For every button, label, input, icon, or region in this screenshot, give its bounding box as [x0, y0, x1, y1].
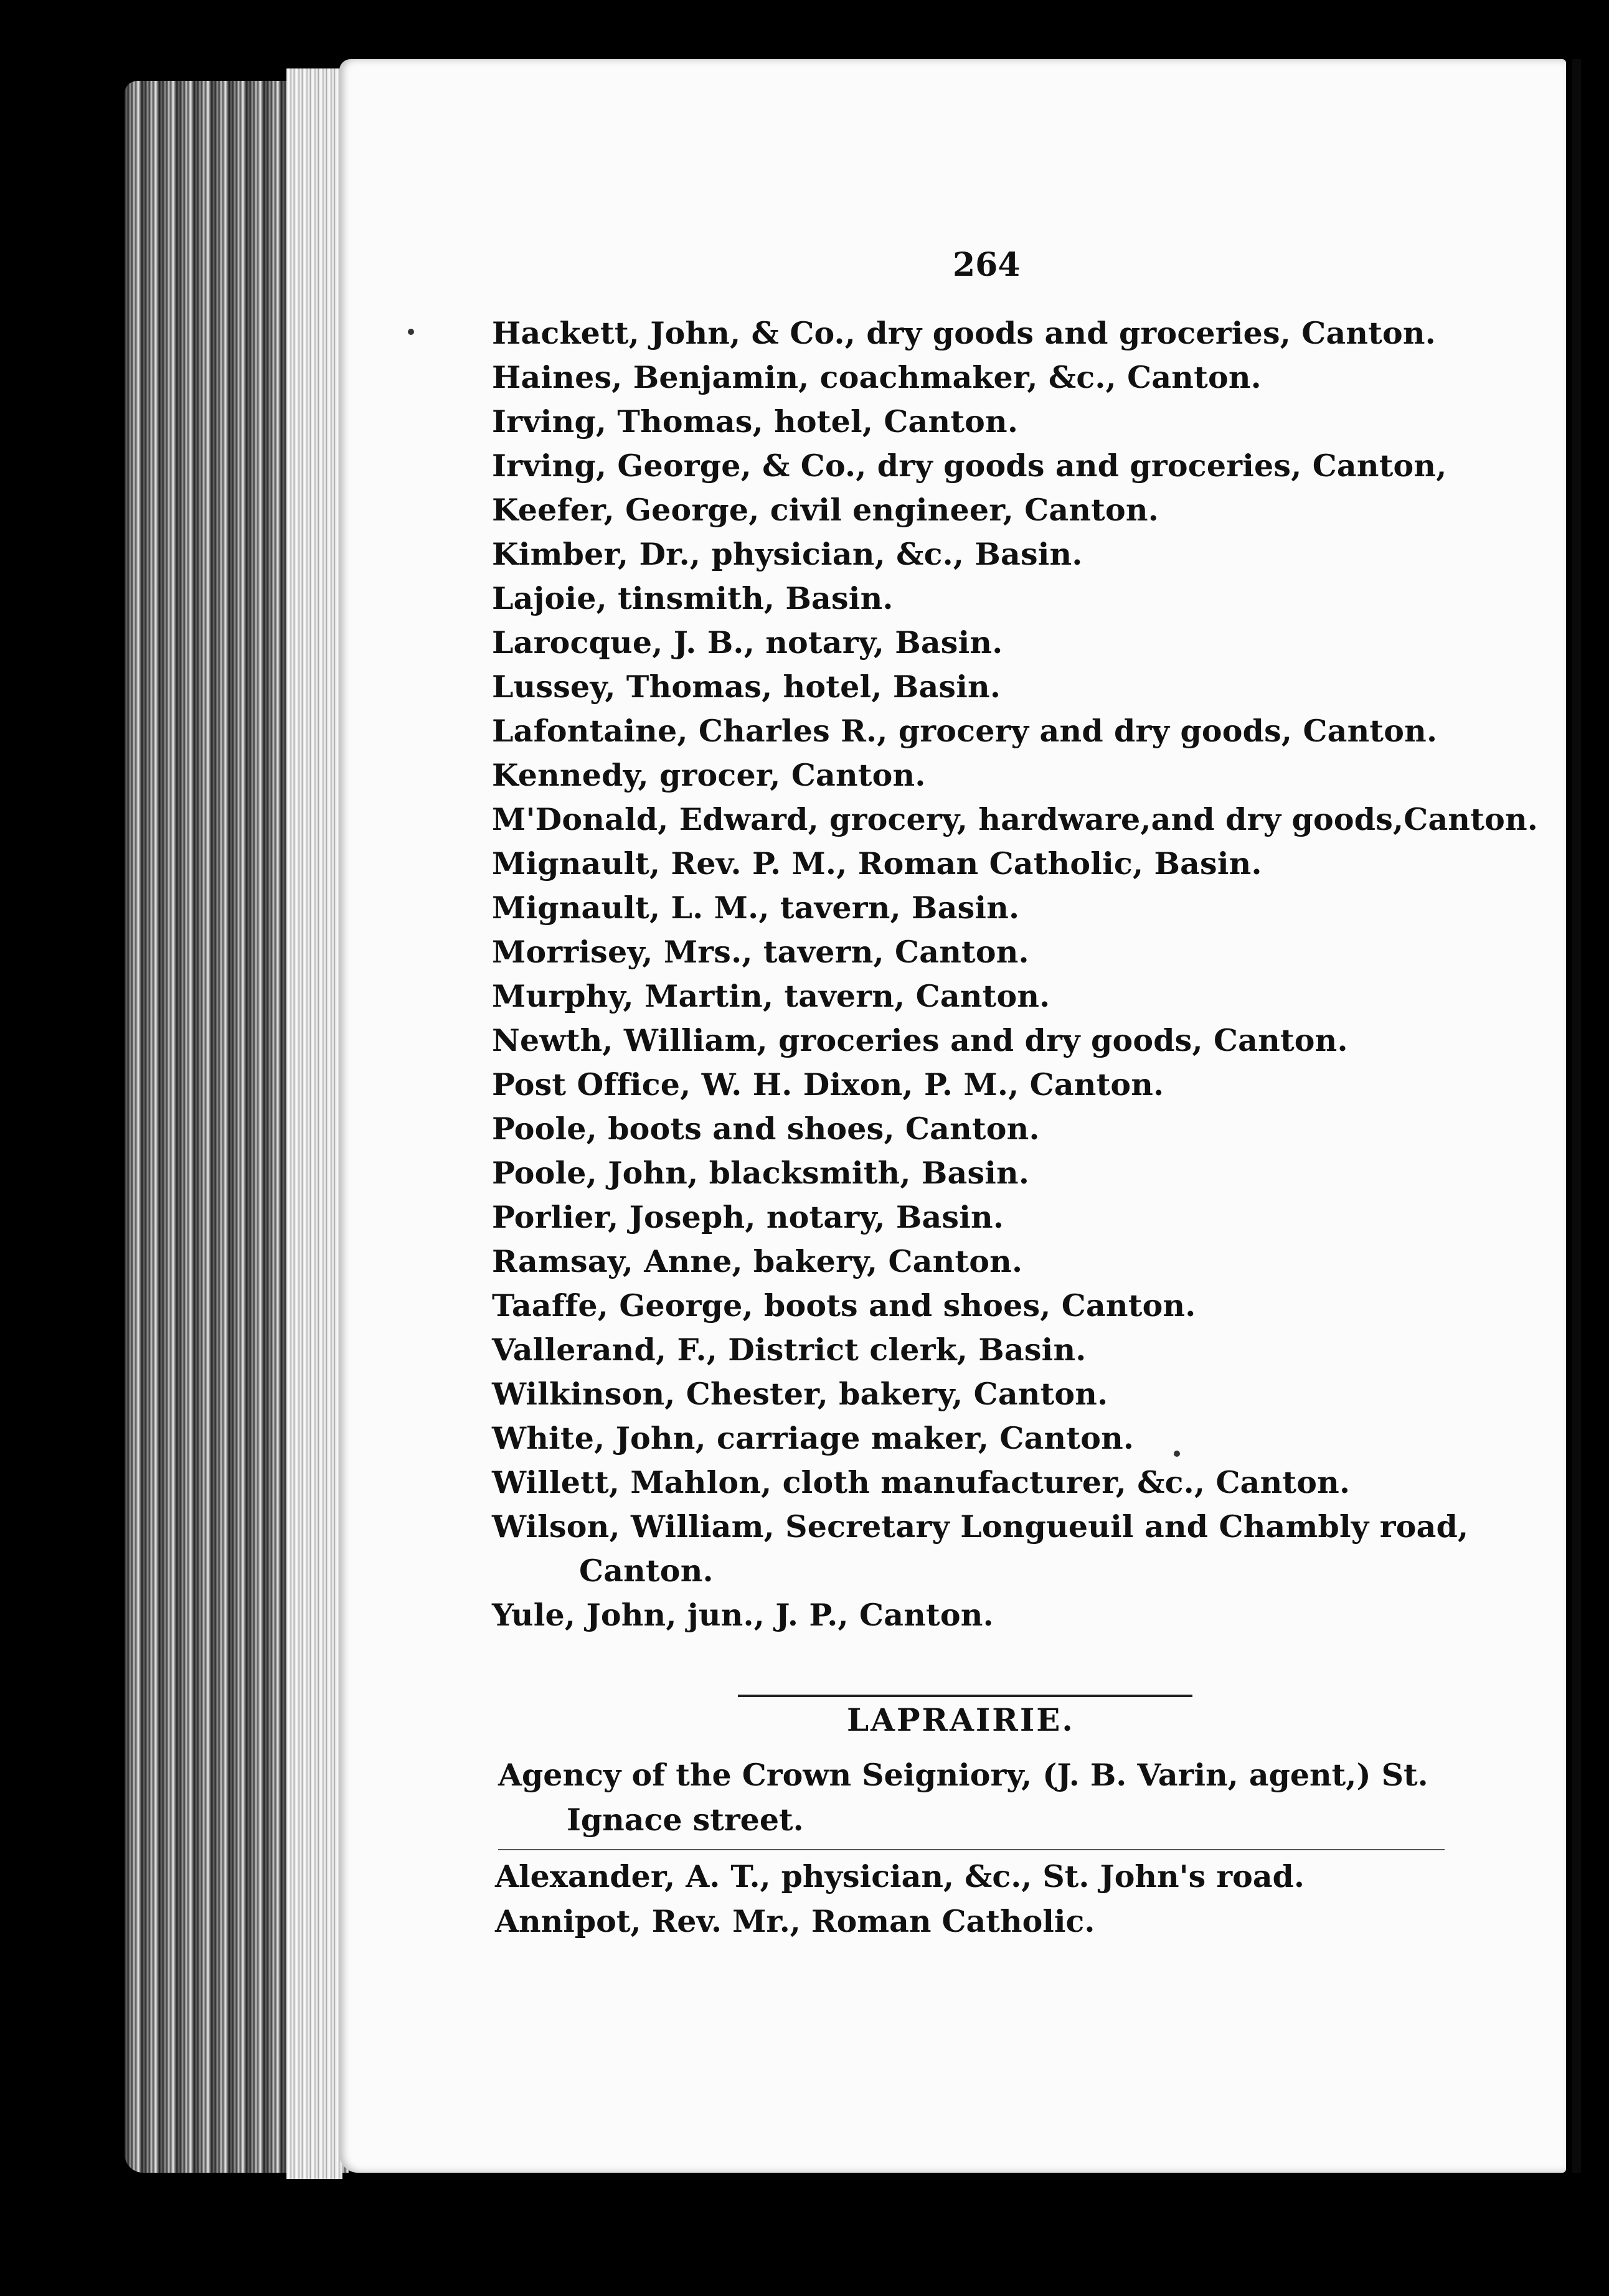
- directory-entries: [492, 311, 1539, 1637]
- directory-entry: Larocque, J. B., notary, Basin.: [492, 624, 1003, 661]
- entry-rule: [498, 1849, 1445, 1850]
- directory-entry: Kennedy, grocer, Canton.: [492, 757, 926, 793]
- directory-entry-continuation: Canton.: [579, 1553, 714, 1589]
- directory-entry: Irving, Thomas, hotel, Canton.: [492, 403, 1019, 440]
- directory-entry-continuation: Ignace street.: [567, 1802, 804, 1838]
- directory-entry: Mignault, L. M., tavern, Basin.: [492, 890, 1020, 926]
- directory-entry: Wilkinson, Chester, bakery, Canton.: [492, 1376, 1108, 1412]
- directory-entry: Morrisey, Mrs., tavern, Canton.: [492, 934, 1029, 970]
- page-right-edge: [1572, 59, 1581, 2173]
- section-entries: [498, 1753, 1519, 1842]
- directory-entry: Poole, boots and shoes, Canton.: [492, 1111, 1040, 1147]
- directory-entry: Yule, John, jun., J. P., Canton.: [492, 1597, 994, 1633]
- directory-entry: Lafontaine, Charles R., grocery and dry goods, Canton.: [492, 713, 1438, 749]
- directory-entry: White, John, carriage maker, Canton.: [492, 1420, 1135, 1456]
- directory-entry: Wilson, William, Secretary Longueuil and Chambly road,: [492, 1508, 1469, 1545]
- directory-entry: Mignault, Rev. P. M., Roman Catholic, Basin.: [492, 845, 1262, 882]
- page-number: 264: [953, 246, 1021, 284]
- directory-entry: Taaffe, George, boots and shoes, Canton.: [492, 1287, 1196, 1324]
- directory-entry: Willett, Mahlon, cloth manufacturer, &c., Canton.: [492, 1464, 1351, 1500]
- directory-entry: Hackett, John, & Co., dry goods and groceries, Canton.: [492, 315, 1437, 351]
- directory-entry: Kimber, Dr., physician, &c., Basin.: [492, 536, 1083, 572]
- section-entries-continued: [495, 1854, 1516, 1944]
- directory-entry: Ramsay, Anne, bakery, Canton.: [492, 1243, 1023, 1279]
- directory-entry: Agency of the Crown Seigniory, (J. B. Varin, agent,) St.: [498, 1757, 1428, 1793]
- directory-entry: Irving, George, & Co., dry goods and groceries, Canton,: [492, 448, 1447, 484]
- directory-entry: Porlier, Joseph, notary, Basin.: [492, 1199, 1004, 1235]
- directory-entry: Haines, Benjamin, coachmaker, &c., Canton.: [492, 359, 1262, 395]
- directory-entry: Poole, John, blacksmith, Basin.: [492, 1155, 1030, 1191]
- directory-entry: Murphy, Martin, tavern, Canton.: [492, 978, 1050, 1014]
- directory-entry: Post Office, W. H. Dixon, P. M., Canton.: [492, 1066, 1164, 1103]
- directory-entry: Annipot, Rev. Mr., Roman Catholic.: [495, 1903, 1095, 1939]
- directory-entry: Keefer, George, civil engineer, Canton.: [492, 492, 1159, 528]
- directory-entry: Lussey, Thomas, hotel, Basin.: [492, 669, 1001, 705]
- ink-speck: [408, 329, 414, 335]
- book-page-edges-inner: [286, 68, 342, 2179]
- directory-entry: Alexander, A. T., physician, &c., St. John's road.: [495, 1858, 1305, 1894]
- section-divider: [738, 1695, 1192, 1697]
- directory-entry: Vallerand, F., District clerk, Basin.: [492, 1332, 1087, 1368]
- directory-entry: M'Donald, Edward, grocery, hardware,and dry goods,Canton.: [492, 801, 1539, 837]
- directory-entry: Lajoie, tinsmith, Basin.: [492, 580, 894, 616]
- section-heading: LAPRAIRIE.: [847, 1701, 1075, 1738]
- directory-entry: Newth, William, groceries and dry goods, Canton.: [492, 1022, 1348, 1058]
